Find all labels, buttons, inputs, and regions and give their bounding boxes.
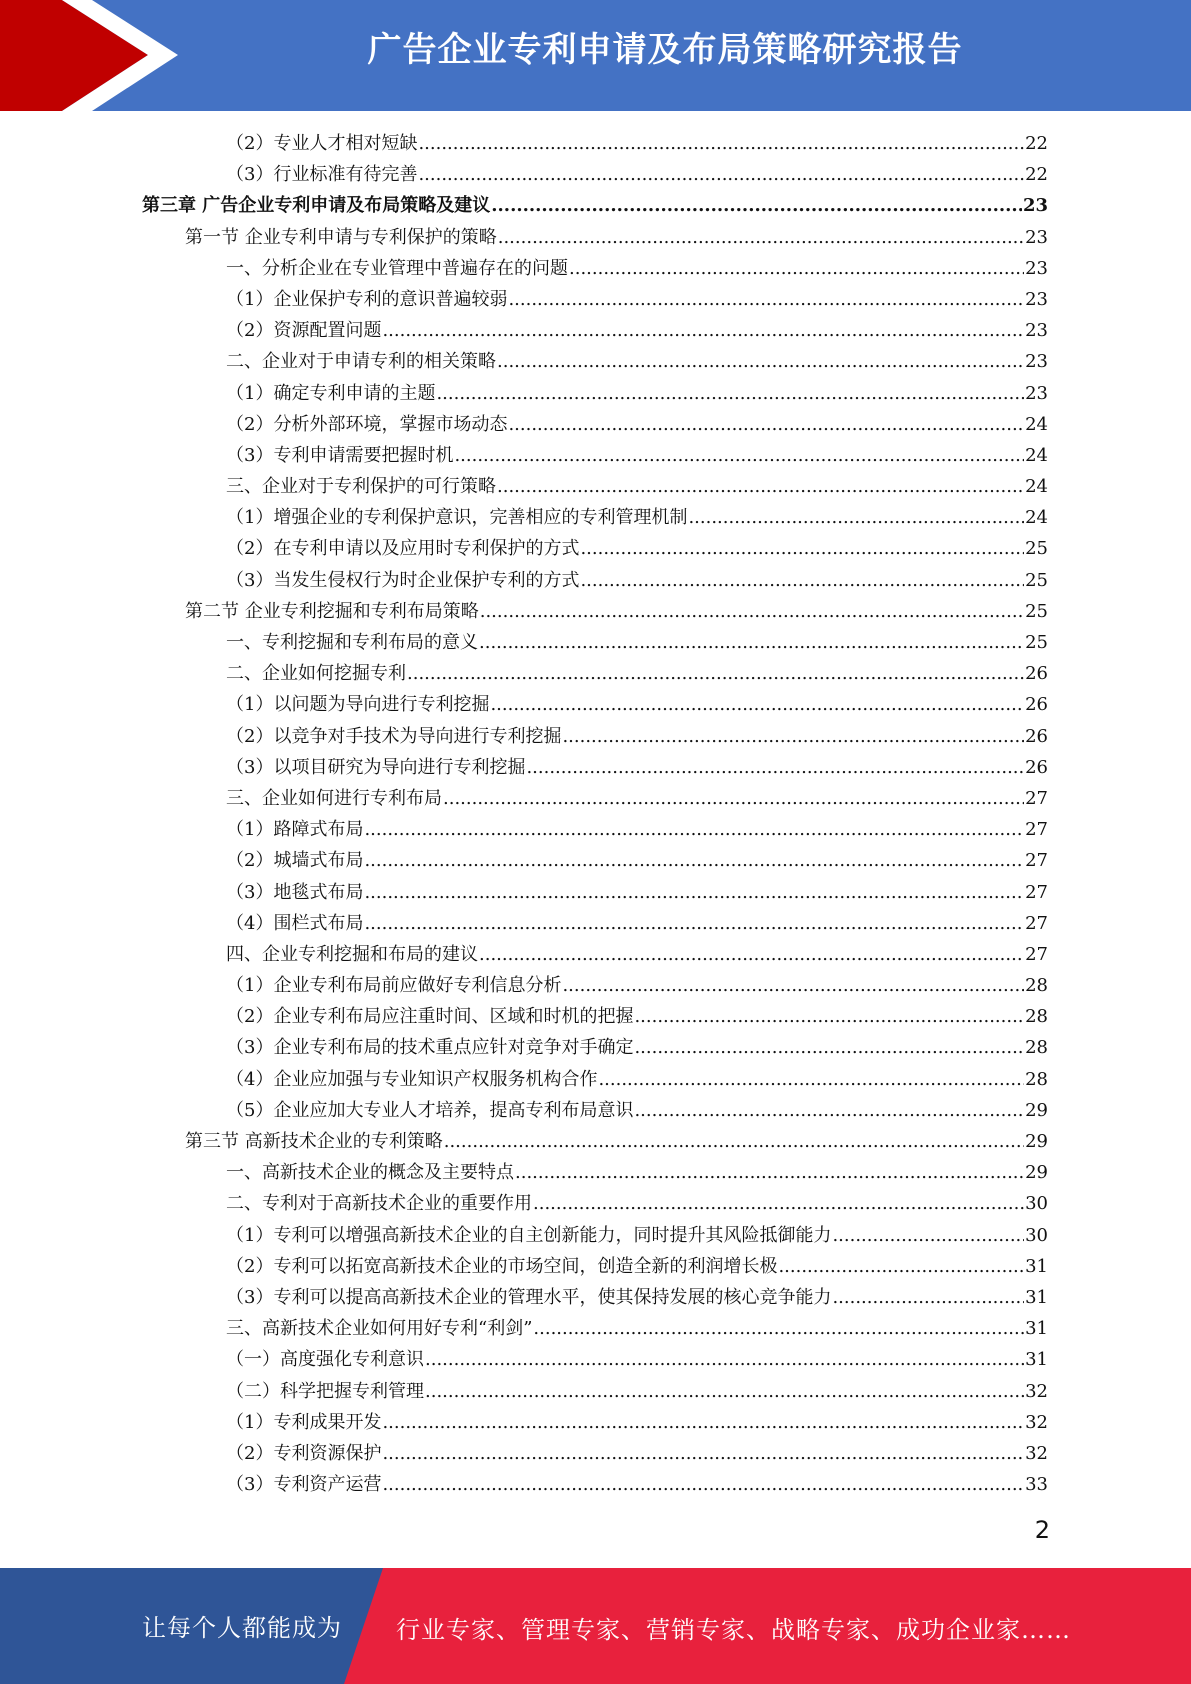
toc-dot-leader bbox=[515, 1157, 1024, 1188]
toc-entry-page: 23 bbox=[1025, 288, 1048, 310]
toc-entry-page: 23 bbox=[1025, 382, 1048, 404]
toc-entry-title: 第三章 广告企业专利申请及布局策略及建议 bbox=[142, 195, 491, 217]
toc-entry[interactable] bbox=[0, 689, 1191, 720]
toc-entry-title: （3）专利申请需要把握时机 bbox=[226, 444, 454, 466]
toc-entry-title: （5）企业应加大专业人才培养，提高专利布局意识 bbox=[226, 1099, 634, 1121]
toc-entry-title: （1）以问题为导向进行专利挖掘 bbox=[226, 694, 490, 716]
toc-entry-title: （1）企业专利布局前应做好专利信息分析 bbox=[226, 975, 562, 997]
toc-entry[interactable] bbox=[0, 1032, 1191, 1063]
toc-entry-page: 29 bbox=[1025, 1162, 1048, 1184]
toc-entry[interactable] bbox=[0, 565, 1191, 596]
toc-entry-page: 27 bbox=[1025, 943, 1048, 965]
toc-entry-page: 25 bbox=[1025, 538, 1048, 560]
report-footer bbox=[0, 1568, 1191, 1684]
toc-entry-page: 26 bbox=[1025, 725, 1048, 747]
toc-entry-page: 22 bbox=[1025, 164, 1048, 186]
toc-entry-title: （2）专业人才相对短缺 bbox=[226, 133, 418, 154]
toc-entry-page: 32 bbox=[1025, 1380, 1048, 1402]
toc-entry[interactable] bbox=[0, 1344, 1191, 1375]
toc-entry-title: （2）专利资源保护 bbox=[226, 1442, 382, 1464]
toc-dot-leader bbox=[479, 627, 1024, 658]
toc-entry-title: （4）企业应加强与专业知识产权服务机构合作 bbox=[226, 1068, 598, 1090]
toc-dot-leader bbox=[491, 190, 1022, 221]
toc-entry-title: （一）高度强化专利意识 bbox=[226, 1349, 424, 1371]
toc-entry-page: 27 bbox=[1025, 850, 1048, 872]
toc-entry[interactable] bbox=[0, 1469, 1191, 1500]
toc-entry-page: 33 bbox=[1025, 1474, 1048, 1496]
toc-dot-leader bbox=[634, 1032, 1024, 1063]
toc-entry-title: 三、企业对于专利保护的可行策略 bbox=[226, 476, 496, 498]
toc-entry-page: 23 bbox=[1025, 320, 1048, 342]
toc-entry-page: 22 bbox=[1025, 133, 1048, 154]
header-red-chevron bbox=[0, 0, 148, 111]
toc-entry-title: （3）地毯式布局 bbox=[226, 881, 364, 903]
toc-entry-title: （3）专利资产运营 bbox=[226, 1474, 382, 1496]
toc-entry-page: 29 bbox=[1025, 1099, 1048, 1121]
toc-dot-leader bbox=[497, 471, 1024, 502]
toc-entry-page: 24 bbox=[1025, 507, 1048, 529]
toc-entry-title: 第一节 企业专利申请与专利保护的策略 bbox=[185, 226, 497, 248]
toc-entry-title: （2）以竞争对手技术为导向进行专利挖掘 bbox=[226, 725, 562, 747]
toc-dot-leader bbox=[832, 1220, 1024, 1251]
toc-entry-page: 25 bbox=[1025, 632, 1048, 653]
toc-entry-title: 第三节 高新技术企业的专利策略 bbox=[185, 1131, 443, 1152]
toc-entry-title: （2）专利可以拓宽高新技术企业的市场空间，创造全新的利润增长极 bbox=[226, 1255, 778, 1277]
toc-entry[interactable] bbox=[0, 970, 1191, 1001]
toc-dot-leader bbox=[364, 814, 1024, 845]
toc-dot-leader bbox=[382, 1407, 1024, 1438]
toc-dot-leader bbox=[562, 970, 1024, 1001]
toc-entry[interactable] bbox=[0, 284, 1191, 315]
toc-entry[interactable] bbox=[0, 1313, 1191, 1344]
toc-dot-leader bbox=[508, 284, 1024, 315]
toc-entry[interactable] bbox=[0, 783, 1191, 814]
toc-entry[interactable] bbox=[0, 845, 1191, 876]
toc-entry[interactable] bbox=[0, 1438, 1191, 1469]
toc-entry-title: （3）当发生侵权行为时企业保护专利的方式 bbox=[226, 569, 580, 591]
toc-entry-page: 28 bbox=[1025, 1037, 1048, 1059]
toc-entry-title: （1）专利成果开发 bbox=[226, 1411, 382, 1433]
toc-entry[interactable] bbox=[0, 721, 1191, 752]
toc-entry-title: （2）分析外部环境，掌握市场动态 bbox=[226, 413, 508, 435]
toc-entry[interactable] bbox=[0, 1188, 1191, 1219]
toc-entry-title: 第二节 企业专利挖掘和专利布局策略 bbox=[185, 600, 479, 622]
toc-dot-leader bbox=[598, 1064, 1024, 1095]
footer-slogan-right: 行业专家、管理专家、营销专家、战略专家、成功企业家…… bbox=[396, 1616, 1071, 1644]
toc-entry-page: 23 bbox=[1022, 195, 1048, 217]
toc-entry-page: 25 bbox=[1025, 600, 1048, 622]
toc-dot-leader bbox=[407, 658, 1024, 689]
toc-entry-title: （二）科学把握专利管理 bbox=[226, 1380, 424, 1402]
toc-entry-page: 32 bbox=[1025, 1442, 1048, 1464]
table-of-contents bbox=[0, 128, 1191, 1500]
page-number: 2 bbox=[1034, 1516, 1050, 1544]
toc-dot-leader bbox=[418, 128, 1024, 159]
toc-entry-title: 四、企业专利挖掘和布局的建议 bbox=[226, 943, 478, 965]
toc-entry[interactable] bbox=[0, 1095, 1191, 1126]
toc-entry[interactable] bbox=[0, 1001, 1191, 1032]
toc-dot-leader bbox=[688, 502, 1024, 533]
toc-dot-leader bbox=[832, 1282, 1024, 1313]
toc-entry[interactable] bbox=[0, 1282, 1191, 1313]
toc-dot-leader bbox=[444, 1126, 1024, 1157]
toc-entry-page: 24 bbox=[1025, 413, 1048, 435]
toc-entry[interactable] bbox=[0, 752, 1191, 783]
toc-dot-leader bbox=[418, 159, 1024, 190]
toc-entry[interactable] bbox=[0, 533, 1191, 564]
toc-entry-title: （2）在专利申请以及应用时专利保护的方式 bbox=[226, 538, 580, 560]
toc-entry-title: （2）城墙式布局 bbox=[226, 850, 364, 872]
toc-dot-leader bbox=[497, 346, 1024, 377]
toc-entry-title: （1）专利可以增强高新技术企业的自主创新能力，同时提升其风险抵御能力 bbox=[226, 1224, 832, 1246]
toc-entry-page: 27 bbox=[1025, 881, 1048, 903]
toc-dot-leader bbox=[490, 689, 1024, 720]
toc-entry-title: 二、企业如何挖掘专利 bbox=[226, 663, 406, 685]
toc-dot-leader bbox=[634, 1001, 1024, 1032]
toc-entry[interactable] bbox=[0, 222, 1191, 253]
toc-entry-title: （3）以项目研究为导向进行专利挖掘 bbox=[226, 756, 526, 778]
toc-entry-page: 31 bbox=[1025, 1255, 1048, 1277]
toc-entry-title: 一、专利挖掘和专利布局的意义 bbox=[226, 632, 478, 653]
toc-entry-page: 30 bbox=[1025, 1224, 1048, 1246]
toc-dot-leader bbox=[498, 222, 1024, 253]
toc-entry[interactable] bbox=[0, 1407, 1191, 1438]
toc-dot-leader bbox=[364, 845, 1024, 876]
toc-entry[interactable] bbox=[0, 939, 1191, 970]
toc-entry-title: （3）专利可以提高高新技术企业的管理水平，使其保持发展的核心竞争能力 bbox=[226, 1286, 832, 1308]
toc-entry-page: 28 bbox=[1025, 1006, 1048, 1028]
toc-entry-title: （4）围栏式布局 bbox=[226, 912, 364, 934]
toc-dot-leader bbox=[382, 1469, 1024, 1500]
toc-entry-title: （1）企业保护专利的意识普遍较弱 bbox=[226, 288, 508, 310]
toc-entry[interactable] bbox=[0, 1376, 1191, 1407]
toc-entry-title: 一、高新技术企业的概念及主要特点 bbox=[226, 1162, 514, 1184]
toc-dot-leader bbox=[526, 752, 1024, 783]
toc-entry-title: （3）行业标准有待完善 bbox=[226, 164, 418, 186]
toc-dot-leader bbox=[508, 409, 1024, 440]
toc-dot-leader bbox=[480, 596, 1024, 627]
toc-entry[interactable] bbox=[0, 440, 1191, 471]
toc-entry[interactable] bbox=[0, 658, 1191, 689]
toc-dot-leader bbox=[580, 565, 1024, 596]
toc-entry-title: （2）资源配置问题 bbox=[226, 320, 382, 342]
toc-entry[interactable] bbox=[0, 346, 1191, 377]
toc-entry-page: 26 bbox=[1025, 756, 1048, 778]
toc-dot-leader bbox=[533, 1188, 1024, 1219]
toc-entry-title: 一、分析企业在专业管理中普遍存在的问题 bbox=[226, 257, 568, 279]
report-header bbox=[0, 0, 1191, 111]
toc-entry-title: （3）企业专利布局的技术重点应针对竞争对手确定 bbox=[226, 1037, 634, 1059]
toc-entry-page: 27 bbox=[1025, 819, 1048, 841]
toc-entry-page: 32 bbox=[1025, 1411, 1048, 1433]
toc-entry[interactable] bbox=[0, 128, 1191, 159]
toc-entry-page: 24 bbox=[1025, 444, 1048, 466]
toc-entry-page: 31 bbox=[1025, 1286, 1048, 1308]
toc-dot-leader bbox=[479, 939, 1024, 970]
toc-dot-leader bbox=[382, 315, 1024, 346]
toc-entry-page: 30 bbox=[1025, 1193, 1048, 1215]
toc-entry-title: （1）增强企业的专利保护意识，完善相应的专利管理机制 bbox=[226, 507, 688, 529]
toc-dot-leader bbox=[533, 1313, 1024, 1344]
toc-entry-page: 29 bbox=[1025, 1131, 1048, 1152]
toc-entry-page: 26 bbox=[1025, 663, 1048, 685]
toc-entry[interactable] bbox=[0, 1064, 1191, 1095]
toc-entry[interactable] bbox=[0, 814, 1191, 845]
toc-entry-page: 31 bbox=[1025, 1349, 1048, 1371]
toc-entry-page: 28 bbox=[1025, 1068, 1048, 1090]
toc-entry[interactable] bbox=[0, 1251, 1191, 1282]
toc-entry[interactable] bbox=[0, 315, 1191, 346]
toc-dot-leader bbox=[454, 440, 1024, 471]
toc-entry[interactable] bbox=[0, 1220, 1191, 1251]
toc-entry-page: 23 bbox=[1025, 257, 1048, 279]
toc-entry[interactable] bbox=[0, 253, 1191, 284]
toc-entry-title: 三、企业如何进行专利布局 bbox=[226, 787, 442, 809]
toc-dot-leader bbox=[425, 1376, 1024, 1407]
toc-dot-leader bbox=[443, 783, 1024, 814]
toc-entry[interactable] bbox=[0, 378, 1191, 409]
footer-slogan-left: 让每个人都能成为 bbox=[142, 1614, 342, 1642]
toc-entry-title: 三、高新技术企业如何用好专利“利剑” bbox=[226, 1318, 533, 1340]
toc-dot-leader bbox=[364, 908, 1024, 939]
toc-dot-leader bbox=[436, 378, 1024, 409]
report-title: 广告企业专利申请及布局策略研究报告 bbox=[367, 30, 963, 70]
toc-entry-page: 31 bbox=[1025, 1318, 1048, 1340]
toc-entry-page: 28 bbox=[1025, 975, 1048, 997]
toc-entry[interactable] bbox=[0, 1126, 1191, 1157]
toc-entry-page: 27 bbox=[1025, 912, 1048, 934]
toc-entry-title: （1）路障式布局 bbox=[226, 819, 364, 841]
toc-dot-leader bbox=[382, 1438, 1024, 1469]
toc-entry-page: 23 bbox=[1025, 226, 1048, 248]
toc-entry[interactable] bbox=[0, 877, 1191, 908]
toc-entry-title: 二、企业对于申请专利的相关策略 bbox=[226, 351, 496, 373]
toc-entry-page: 23 bbox=[1025, 351, 1048, 373]
toc-entry[interactable] bbox=[0, 409, 1191, 440]
toc-entry[interactable] bbox=[0, 471, 1191, 502]
toc-entry-page: 24 bbox=[1025, 476, 1048, 498]
toc-dot-leader bbox=[425, 1344, 1024, 1375]
toc-dot-leader bbox=[778, 1251, 1024, 1282]
toc-entry[interactable] bbox=[0, 1157, 1191, 1188]
toc-dot-leader bbox=[580, 533, 1024, 564]
toc-entry-title: 二、专利对于高新技术企业的重要作用 bbox=[226, 1193, 532, 1215]
toc-entry-page: 27 bbox=[1025, 787, 1048, 809]
toc-dot-leader bbox=[569, 253, 1024, 284]
toc-entry[interactable] bbox=[0, 908, 1191, 939]
toc-entry[interactable] bbox=[0, 627, 1191, 658]
toc-entry-page: 26 bbox=[1025, 694, 1048, 716]
toc-entry[interactable] bbox=[0, 502, 1191, 533]
toc-entry-page: 25 bbox=[1025, 569, 1048, 591]
toc-entry-title: （1）确定专利申请的主题 bbox=[226, 382, 436, 404]
toc-entry[interactable] bbox=[0, 190, 1191, 221]
toc-entry[interactable] bbox=[0, 159, 1191, 190]
toc-entry-title: （2）企业专利布局应注重时间、区域和时机的把握 bbox=[226, 1006, 634, 1028]
toc-dot-leader bbox=[562, 721, 1024, 752]
toc-dot-leader bbox=[634, 1095, 1024, 1126]
toc-dot-leader bbox=[364, 877, 1024, 908]
toc-entry[interactable] bbox=[0, 596, 1191, 627]
